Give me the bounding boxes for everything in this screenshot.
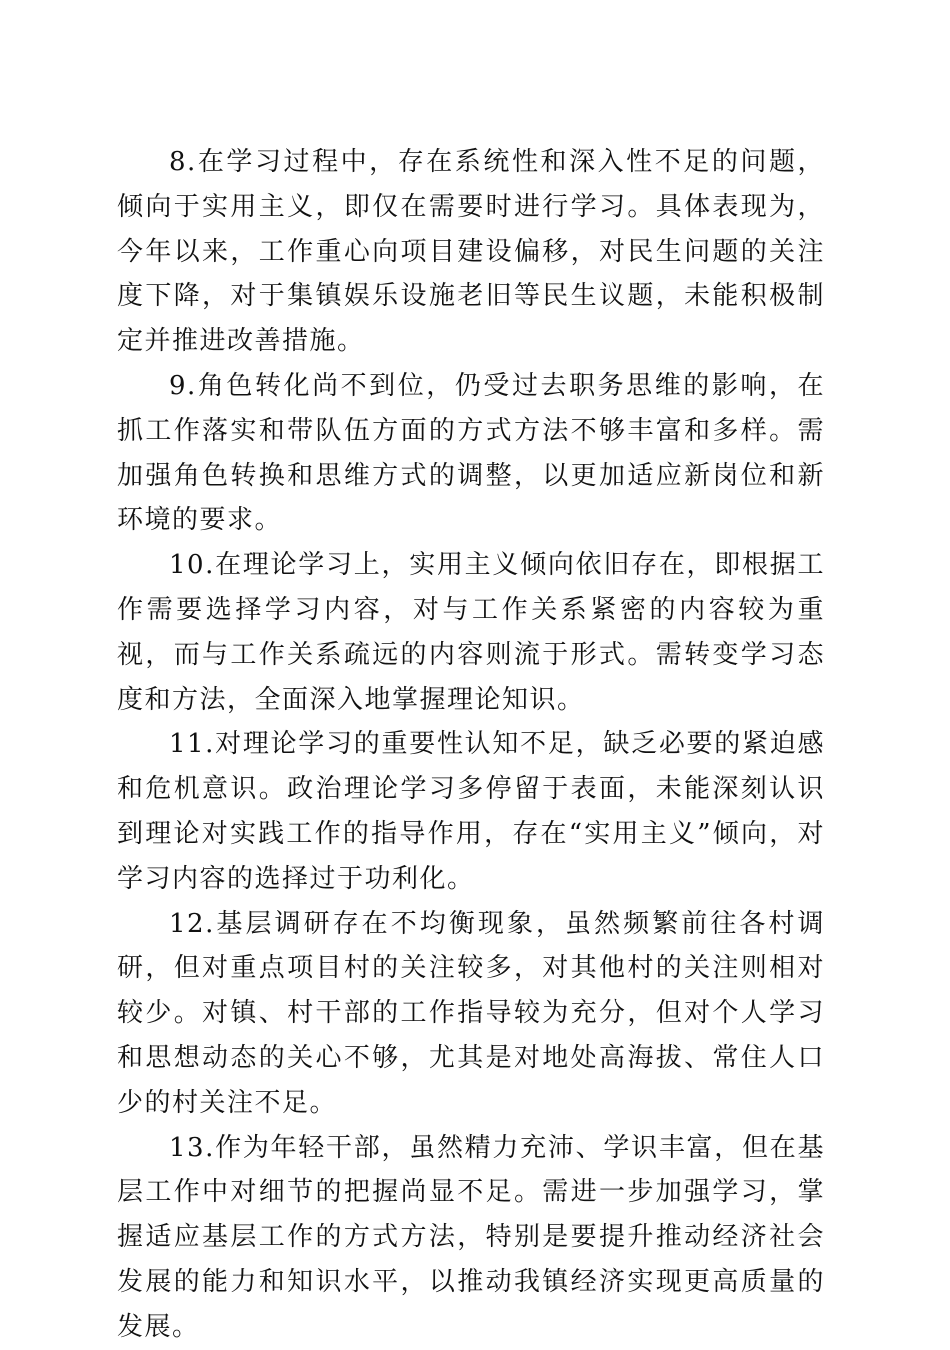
paragraph-item-10: 10.在理论学习上，实用主义倾向依旧存在，即根据工作需要选择学习内容，对与工作关系紧密的内容较为重视，而与工作关系疏远的内容则流于形式。需转变学习态度和方法，全面深入地掌握理论知识。 [117, 550, 825, 715]
document-body [117, 140, 825, 1350]
paragraph-item-11: 11.对理论学习的重要性认知不足，缺乏必要的紧迫感和危机意识。政治理论学习多停留于表面，未能深刻认识到理论对实践工作的指导作用，存在“实用主义”倾向，对学习内容的选择过于功利化。 [117, 729, 825, 894]
paragraph-item-8: 8.在学习过程中，存在系统性和深入性不足的问题，倾向于实用主义，即仅在需要时进行学习。具体表现为，今年以来，工作重心向项目建设偏移，对民生问题的关注度下降，对于集镇娱乐设施老旧等民生议题，未能积极制定并推进改善措施。 [117, 147, 825, 357]
paragraph-item-12: 12.基层调研存在不均衡现象，虽然频繁前往各村调研，但对重点项目村的关注较多，对其他村的关注则相对较少。对镇、村干部的工作指导较为充分，但对个人学习和思想动态的关心不够，尤其是对地处高海拔、常住人口少的村关注不足。 [117, 908, 825, 1118]
paragraph-item-13: 13.作为年轻干部，虽然精力充沛、学识丰富，但在基层工作中对细节的把握尚显不足。需进一步加强学习，掌握适应基层工作的方式方法，特别是要提升推动经济社会发展的能力和知识水平，以推动我镇经济实现更高质量的发展。 [117, 1132, 825, 1342]
paragraph-item-9: 9.角色转化尚不到位，仍受过去职务思维的影响，在抓工作落实和带队伍方面的方式方法不够丰富和多样。需加强角色转换和思维方式的调整，以更加适应新岗位和新环境的要求。 [117, 370, 825, 536]
